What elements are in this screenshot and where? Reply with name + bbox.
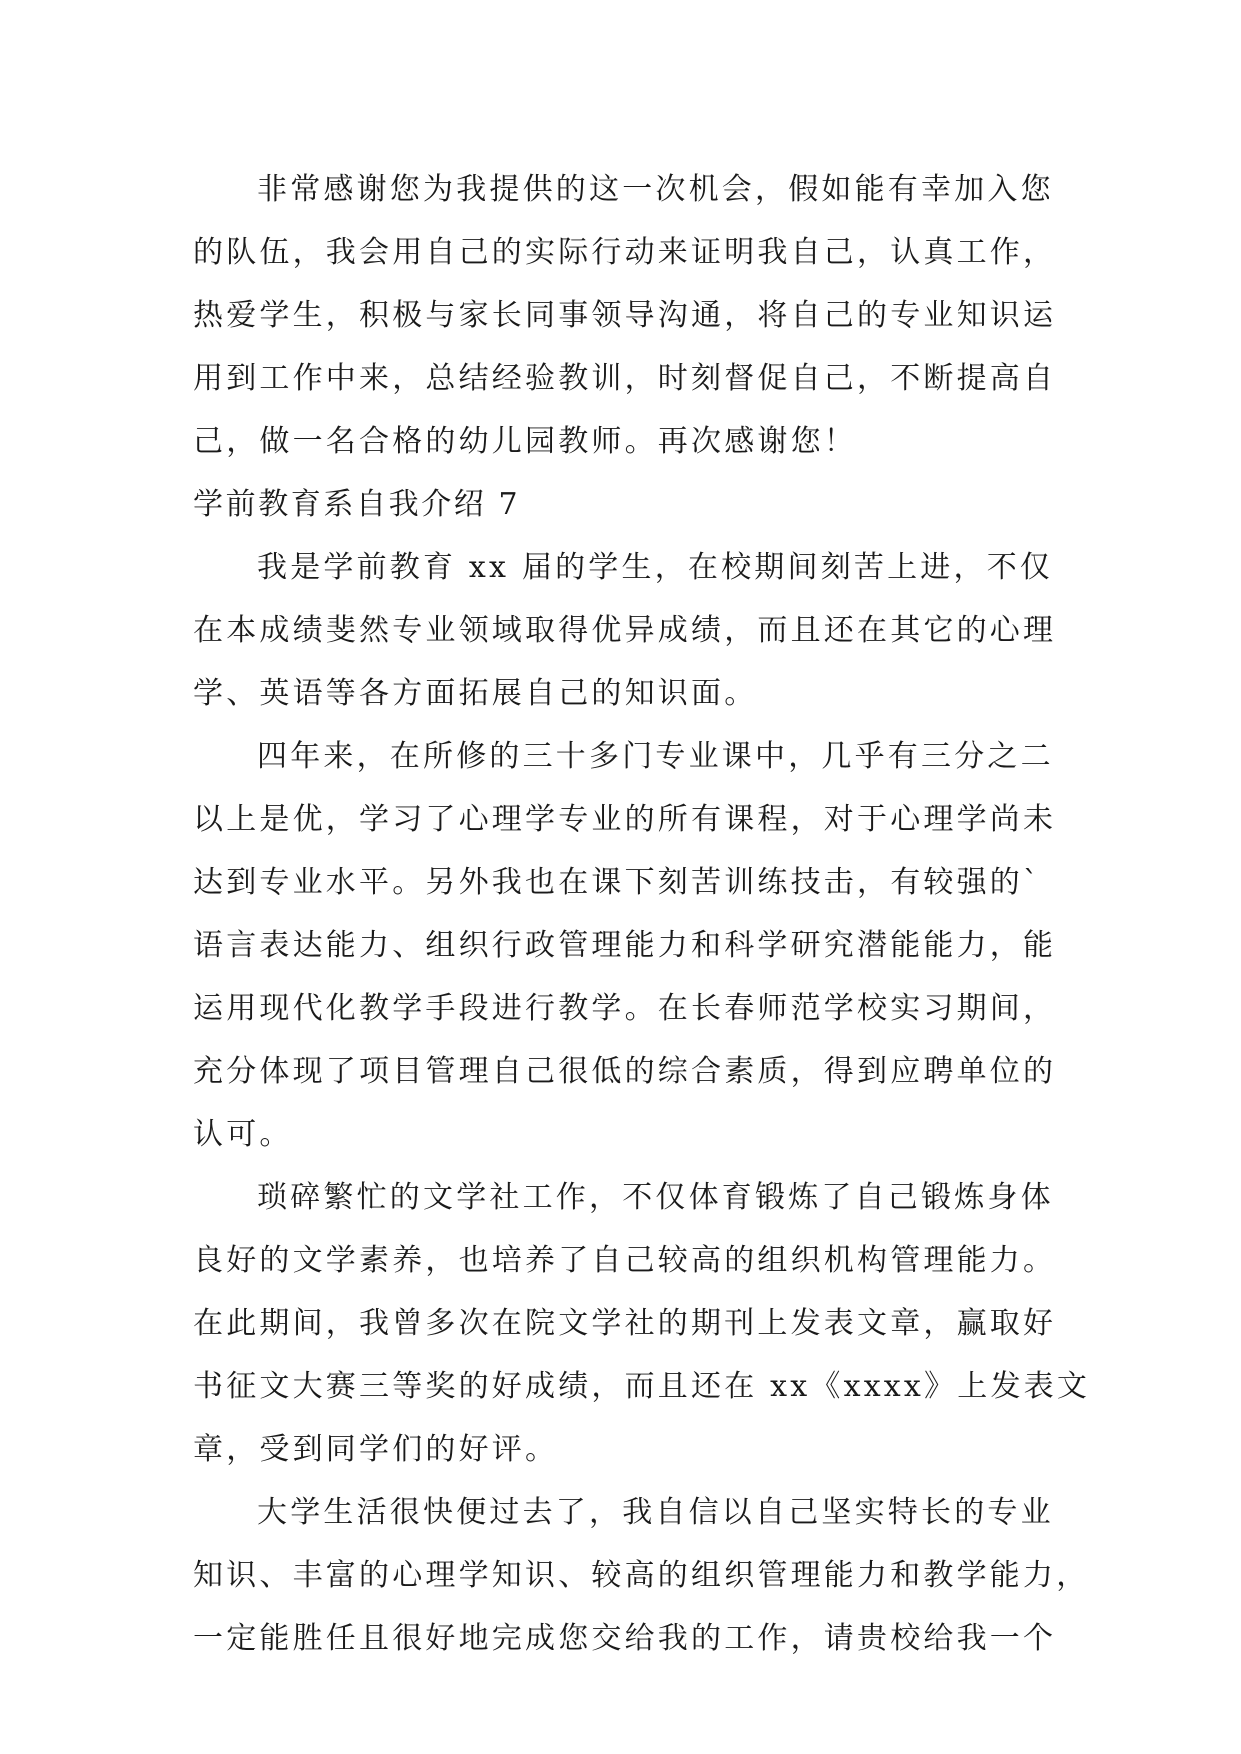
text-line: 己，做一名合格的幼儿园教师。再次感谢您！ — [193, 424, 857, 459]
text-line: 大学生活很快便过去了，我自信以自己坚实特长的专业 — [257, 1495, 1054, 1530]
text-line: 我是学前教育 xx 届的学生，在校期间刻苦上进，不仅 — [257, 550, 1054, 585]
text-line: 认可。 — [193, 1117, 293, 1152]
paragraph-literature-club — [193, 1166, 1091, 1481]
text-line: 充分体现了项目管理自己很低的综合素质，得到应聘单位的 — [193, 1054, 1057, 1089]
text-line: 在此期间，我曾多次在院文学社的期刊上发表文章，赢取好 — [193, 1306, 1057, 1341]
text-line: 非常感谢您为我提供的这一次机会，假如能有幸加入您 — [257, 172, 1054, 207]
text-line: 书征文大赛三等奖的好成绩，而且还在 xx《xxxx》上发表文 — [193, 1369, 1091, 1404]
text-line: 以上是优，学习了心理学专业的所有课程，对于心理学尚未 — [193, 802, 1057, 837]
text-line: 在本成绩斐然专业领域取得优异成绩，而且还在其它的心理 — [193, 613, 1057, 648]
text-line: 章，受到同学们的好评。 — [193, 1432, 559, 1467]
text-line: 的队伍，我会用自己的实际行动来证明我自己，认真工作， — [193, 235, 1057, 270]
paragraph-college-life — [193, 1481, 1090, 1670]
text-line: 一定能胜任且很好地完成您交给我的工作，请贵校给我一个 — [193, 1621, 1057, 1656]
text-line: 四年来，在所修的三十多门专业课中，几乎有三分之二 — [257, 739, 1054, 774]
text-line: 良好的文学素养，也培养了自己较高的组织机构管理能力。 — [193, 1243, 1057, 1278]
paragraph-four-years — [193, 725, 1055, 1166]
text-line: 学、英语等各方面拓展自己的知识面。 — [193, 676, 758, 711]
text-line: 知识、丰富的心理学知识、较高的组织管理能力和教学能力， — [193, 1558, 1090, 1593]
text-line: 达到专业水平。另外我也在课下刻苦训练技击，有较强的` — [193, 865, 1042, 900]
document-body — [193, 158, 1091, 1670]
text-line: 运用现代化教学手段进行教学。在长春师范学校实习期间， — [193, 991, 1057, 1026]
section-title: 学前教育系自我介绍 7 — [193, 487, 521, 522]
paragraph-introduction — [193, 536, 1055, 725]
text-line: 用到工作中来，总结经验教训，时刻督促自己，不断提高自 — [193, 361, 1057, 396]
text-line: 琐碎繁忙的文学社工作，不仅体育锻炼了自己锻炼身体 — [257, 1180, 1054, 1215]
text-line: 语言表达能力、组织行政管理能力和科学研究潜能能力，能 — [193, 928, 1057, 963]
paragraph-closing-thanks — [193, 158, 1055, 473]
text-line: 热爱学生，积极与家长同事领导沟通，将自己的专业知识运 — [193, 298, 1057, 333]
